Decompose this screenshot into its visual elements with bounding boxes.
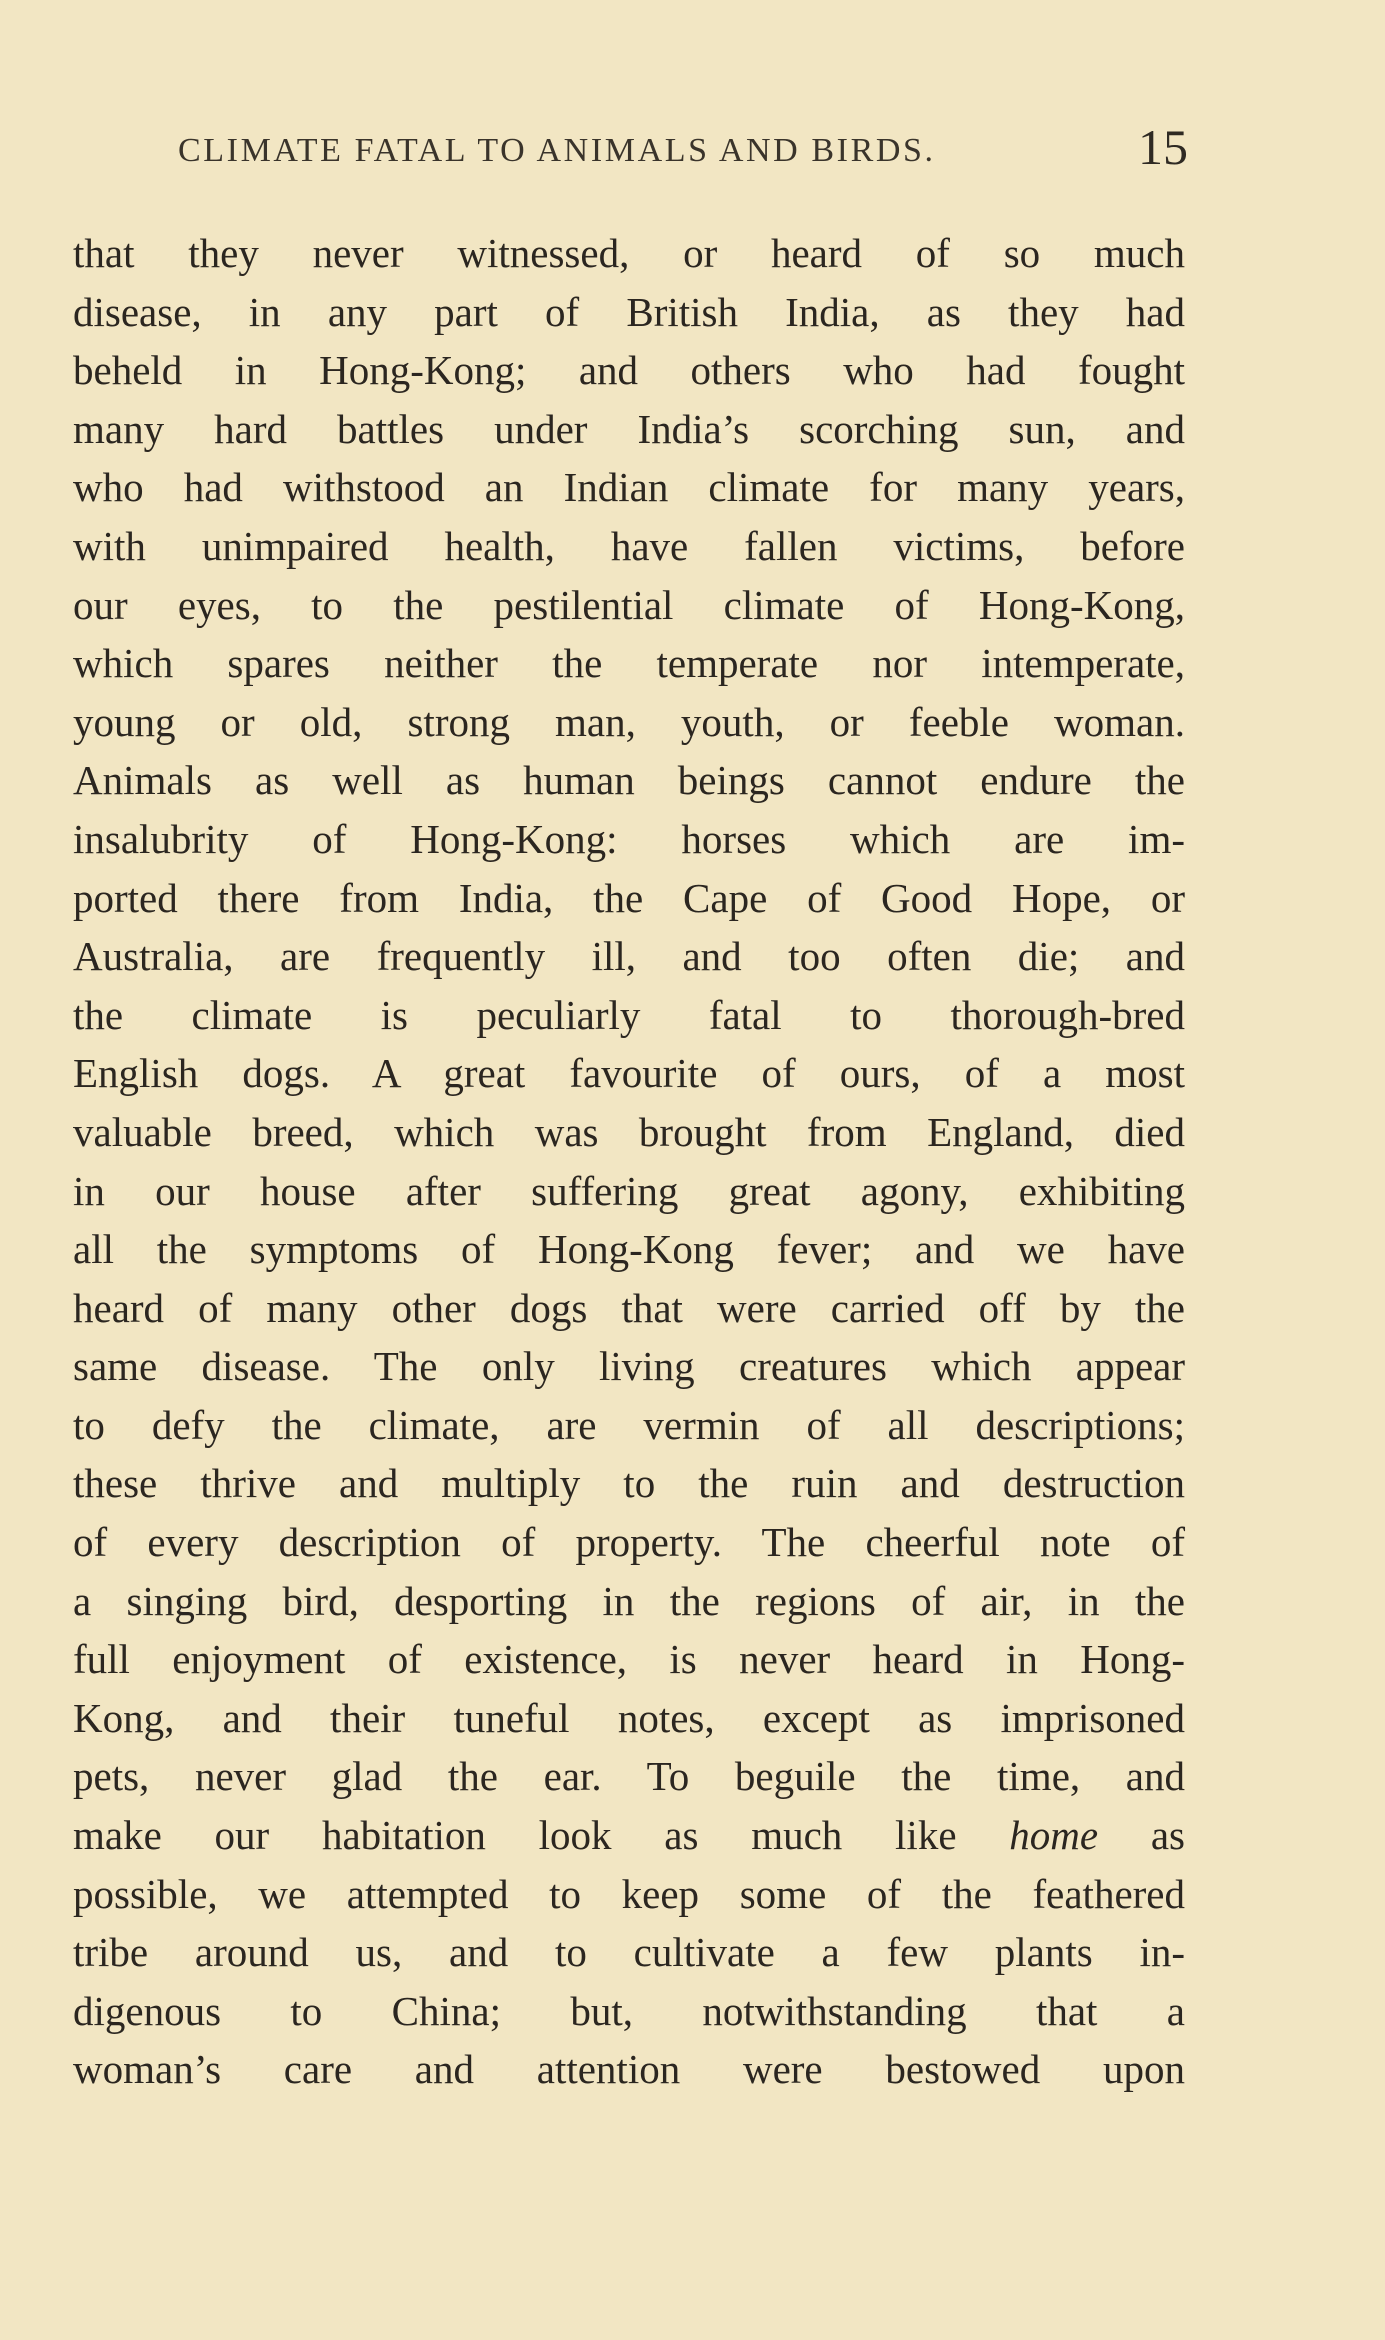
text-line: these thrive and multiply to the ruin and destruction <box>73 1460 1185 1507</box>
text-line: digenous to China; but, notwithstanding that a <box>73 1987 1185 2034</box>
text-line: heard of many other dogs that were carried off by the <box>73 1284 1185 1331</box>
text-line: ported there from India, the Cape of Good Hope, or <box>73 874 1185 921</box>
text-line: the climate is peculiarly fatal to thorough-bred <box>73 991 1185 1038</box>
text-line: young or old, strong man, youth, or feeble woman. <box>73 698 1185 745</box>
text-line: valuable breed, which was brought from England, died <box>73 1108 1185 1155</box>
text-line: in our house after suffering great agony, exhibiting <box>73 1167 1185 1214</box>
text-line: full enjoyment of existence, is never heard in Hong- <box>73 1636 1185 1683</box>
text-line: English dogs. A great favourite of ours, of a most <box>73 1050 1185 1097</box>
italic-word: home <box>1009 1812 1099 1859</box>
text-line: pets, never glad the ear. To beguile the time, and <box>73 1753 1185 1800</box>
text-line: a singing bird, desporting in the regions of air, in the <box>73 1577 1185 1624</box>
text-line: Animals as well as human beings cannot endure the <box>73 757 1185 804</box>
text-line: of every description of property. The cheerful note of <box>73 1519 1185 1566</box>
text-line: tribe around us, and to cultivate a few plants in- <box>73 1929 1185 1976</box>
text-line: our eyes, to the pestilential climate of Hong-Kong, <box>73 581 1185 628</box>
text-line-with-italic <box>73 1806 1185 1865</box>
page-number: 15 <box>1138 119 1188 175</box>
text-line: possible, we attempted to keep some of the feathered <box>73 1870 1185 1917</box>
text-line: Australia, are frequently ill, and too often die; and <box>73 933 1185 980</box>
body-text <box>73 224 1185 2099</box>
text-line: with unimpaired health, have fallen victims, before <box>73 522 1185 569</box>
text-line: who had withstood an Indian climate for many years, <box>73 464 1185 511</box>
text-segment: as <box>1098 1812 1185 1859</box>
page-header <box>178 119 1188 182</box>
text-line: disease, in any part of British India, as they had <box>73 288 1185 335</box>
text-line: all the symptoms of Hong-Kong fever; and we have <box>73 1226 1185 1273</box>
text-line: beheld in Hong-Kong; and others who had fought <box>73 347 1185 394</box>
text-line: woman’s care and attention were bestowed upon <box>73 2046 1185 2093</box>
text-line: insalubrity of Hong-Kong: horses which are im- <box>73 815 1185 862</box>
text-line: which spares neither the temperate nor intemperate, <box>73 640 1185 687</box>
text-line: many hard battles under India’s scorching sun, and <box>73 405 1185 452</box>
text-line: that they never witnessed, or heard of so much <box>73 230 1185 276</box>
running-head: CLIMATE FATAL TO ANIMALS AND BIRDS. <box>178 132 936 169</box>
text-line: Kong, and their tuneful notes, except as imprisoned <box>73 1694 1185 1741</box>
text-line: to defy the climate, are vermin of all descriptions; <box>73 1401 1185 1448</box>
text-line: same disease. The only living creatures which appear <box>73 1343 1185 1390</box>
text-segment: make our habitation look as much like <box>73 1812 1010 1859</box>
